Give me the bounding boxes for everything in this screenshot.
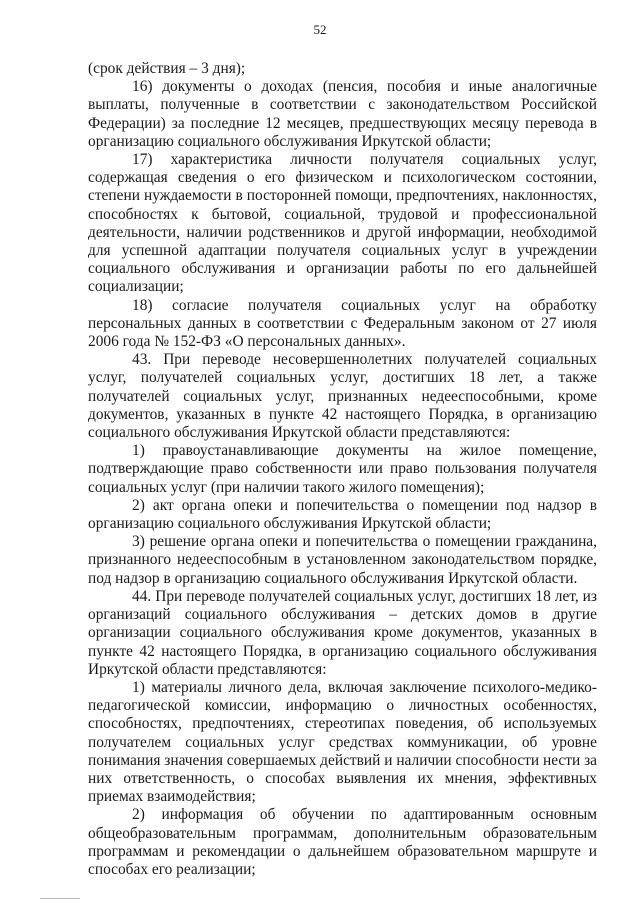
paragraph-clause-43-item-3: 3) решение органа опеки и попечительства о помещении гражданина, признанного недееспособным в установленном законодательством порядке, под надзор в организацию социального обслуживания Иркутской области. [88,533,597,587]
paragraph-clause-43-item-2: 2) акт органа опеки и попечительства о помещении под надзор в организацию социального обслуживания Иркутской области; [88,496,597,533]
paragraph-item-16: 16) документы о доходах (пенсия, пособия и иные аналогичные выплаты, полученные в соответствии с законодательством Российской Федерации) за последние 12 месяцев, предшествующих месяцу перевода в организацию социального обслуживания Иркутской области; [88,78,597,150]
paragraph-clause-43: 43. При переводе несовершеннолетних получателей социальных услуг, получателей социальных услуг, достигших 18 лет, а также получателей социальных услуг, признанных недееспособными, кроме документов, указанных в пункте 42 настоящего Порядка, в организацию социального обслуживания Иркутской области представляются: [88,351,597,442]
paragraph-validity-period: (срок действия – 3 дня); [88,60,246,77]
document-body [88,60,597,879]
paragraph-item-18: 18) согласие получателя социальных услуг на обработку персональных данных в соответствии с Федеральным законом от 27 июля 2006 года № 152-ФЗ «О персональных данных». [88,296,597,351]
page-number: 52 [313,22,327,37]
paragraph-clause-44: 44. При переводе получателей социальных услуг, достигших 18 лет, из организаций социального обслуживания – детских домов в другие организации социального обслуживания кроме документов, указанных в пункте 42 настоящего Порядка, в организацию социального обслуживания Иркутской области представляются: [88,587,597,678]
paragraph-clause-44-item-1: 1) материалы личного дела, включая заключение психолого-медико-педагогической комиссии, информацию о личностных особенностях, способностях, предпочтениях, стереотипах поведения, об используемых получателем социальных услуг средствах коммуникации, об уровне понимания значения совершаемых действий и наличии способности нести за них ответственность, о способах выявления их мнения, эффективных приемах взаимодействия; [88,678,597,806]
paragraph-item-17: 17) характеристика личности получателя социальных услуг, содержащая сведения о его физическом и психологическом состоянии, степени нуждаемости в посторонней помощи, предпочтениях, наклонностях, способностях к бытовой, социальной, трудовой и профессиональной деятельности, наличии родственников и другой информации, необходимой для успешной адаптации получателя социальных услуг в учреждении социального обслуживания и организации работы по его дальнейшей социализации; [88,151,597,296]
paragraph-clause-43-item-1: 1) правоустанавливающие документы на жилое помещение, подтверждающие право собственности или право пользования получателя социальных услуг (при наличии такого жилого помещения); [88,442,597,496]
paragraph-clause-44-item-2: 2) информация об обучении по адаптированным основным общеобразовательным программам, дополнительным образовательным программам и рекомендации о дальнейшем образовательном маршруте и способах его реализации; [88,806,597,878]
scan-artifact-line [40,898,80,899]
